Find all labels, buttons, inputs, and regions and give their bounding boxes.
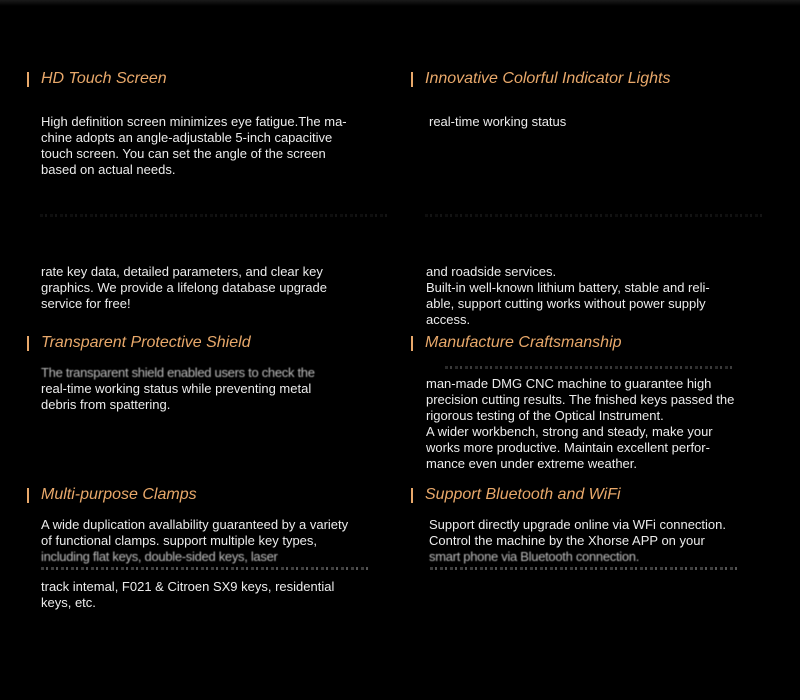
heading-bar-icon <box>27 336 29 351</box>
text-line: Built-in well-known lithium battery, stable and reli- <box>426 280 710 295</box>
heading-bluetooth-wifi-text: Support Bluetooth and WiFi <box>425 486 621 503</box>
indicator-lights-description <box>429 114 566 130</box>
text-line: track intemal, F021 & Citroen SX9 keys, residential <box>41 579 335 594</box>
text-line: including flat keys, double-sided keys, laser <box>41 549 278 564</box>
text-line: of functional clamps. support multiple key types, <box>41 533 318 548</box>
heading-bar-icon <box>411 336 413 351</box>
heading-protective-shield-text: Transparent Protective Shield <box>41 334 251 351</box>
top-edge-strip <box>0 0 800 6</box>
heading-indicator-lights-text: Innovative Colorful Indicator Lights <box>425 70 671 87</box>
text-line: mance even under extreme weather. <box>426 456 638 471</box>
database-description <box>41 264 327 312</box>
text-line: Support directly upgrade online via WFi connection. <box>429 517 726 532</box>
text-line: The transparent shield enabled users to check the <box>41 365 315 380</box>
text-line: access. <box>426 312 471 327</box>
battery-description <box>426 264 710 328</box>
text-line: real-time working status while preventing metal <box>41 381 312 396</box>
scan-artifact <box>425 214 765 217</box>
heading-multi-purpose-clamps <box>27 486 197 504</box>
heading-bar-icon <box>27 72 29 87</box>
text-line: works more productive. Maintain excellent perfor- <box>426 440 710 455</box>
craftsmanship-description <box>426 376 734 472</box>
heading-craftsmanship-text: Manufacture Craftsmanship <box>425 334 622 351</box>
text-line: service for free! <box>41 296 131 311</box>
text-line: chine adopts an angle-adjustable 5-inch capacitive <box>41 130 333 145</box>
text-line: and roadside services. <box>426 264 557 279</box>
bluetooth-wifi-description <box>429 517 726 565</box>
scan-artifact <box>41 567 371 570</box>
text-line: able, support cutting works without power supply <box>426 296 706 311</box>
text-line: A wide duplication avallability guaranteed by a variety <box>41 517 349 532</box>
protective-shield-description <box>41 365 315 413</box>
clamps-description <box>41 517 348 611</box>
text-line: touch screen. You can set the angle of the screen <box>41 146 326 161</box>
heading-bar-icon <box>27 488 29 503</box>
text-line: graphics. We provide a lifelong database upgrade <box>41 280 327 295</box>
text-line: based on actual needs. <box>41 162 176 177</box>
heading-protective-shield <box>27 334 251 352</box>
text-line: keys, etc. <box>41 595 96 610</box>
text-line: High definition screen minimizes eye fatigue.The ma- <box>41 114 347 129</box>
scan-artifact <box>430 567 740 570</box>
heading-hd-touch-screen-text: HD Touch Screen <box>41 70 167 87</box>
text-line: precision cutting results. The fnished keys passed the <box>426 392 735 407</box>
heading-indicator-lights <box>411 70 670 88</box>
scan-artifact <box>445 366 735 369</box>
heading-hd-touch-screen <box>27 70 167 88</box>
text-line: A wider workbench, strong and steady, make your <box>426 424 713 439</box>
scan-artifact <box>40 214 390 217</box>
heading-bluetooth-wifi <box>411 486 621 504</box>
hd-touch-screen-description <box>41 114 347 178</box>
heading-bar-icon <box>411 72 413 87</box>
text-line: debris from spattering. <box>41 397 171 412</box>
text-line: real-time working status <box>429 114 567 129</box>
heading-craftsmanship <box>411 334 622 352</box>
text-line: man-made DMG CNC machine to guarantee high <box>426 376 712 391</box>
heading-bar-icon <box>411 488 413 503</box>
heading-multi-purpose-clamps-text: Multi-purpose Clamps <box>41 486 197 503</box>
text-line: rate key data, detailed parameters, and clear key <box>41 264 323 279</box>
text-line: Control the machine by the Xhorse APP on your <box>429 533 705 548</box>
text-line: smart phone via Bluetooth connection. <box>429 549 640 564</box>
text-line: rigorous testing of the Optical Instrument. <box>426 408 664 423</box>
